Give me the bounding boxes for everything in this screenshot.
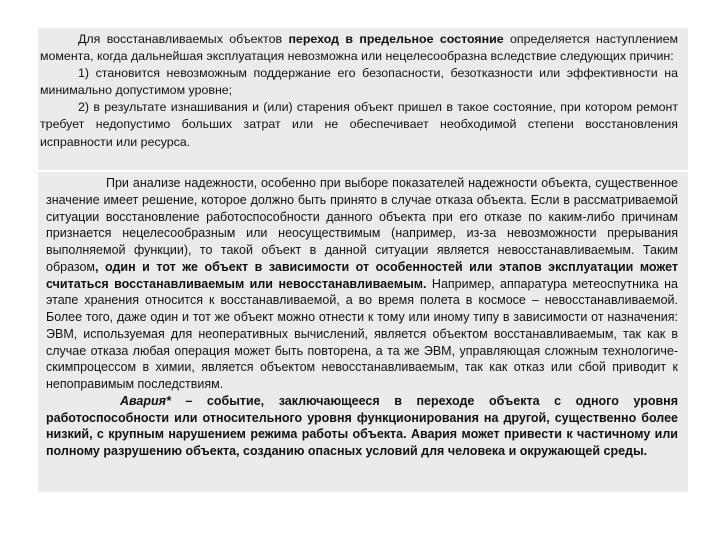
limit-state-term: переход в предельное состояние [288,32,504,46]
accident-definition [46,393,678,460]
reliability-text-start: При анализе надежности, особенно при выборе показателей надежности объекта, существенное значение имеет решение, которое должно быть принято в случае отказа объекта. Если в рассматриваемой ситуации восстановление работоспособности данного объекта при его отказе по каким-либо причинам признается нецелесообразным или неосуществимым (например, из-за невозможности прерывания выполняемой функции), то такой объект в данной ситуации является невосстанавливаемым. Таким образом [46,176,678,274]
reliability-text-block [38,172,688,492]
limit-state-intro-end: определяется наступлением момента, когда дальнейшая эксплуатация невозможна или нецелесообразна вследствие следующих причин: [40,32,678,64]
accident-term: Авария* [120,393,171,408]
reason-item-2: 2) в результате изнашивания и (или) старения объект пришел в такое состояние, при котором ремонт требует недопустимо больших затрат или не обеспечивает необходимой степени восстановления исправности или ресурса. [40,100,678,149]
limit-state-paragraph [40,31,678,65]
reliability-paragraph [46,175,678,393]
reason-item-1: 1) становится невозможным поддержание его безопасности, безотказности или эффективности на минимально допустимом уровне; [40,66,678,98]
accident-definition-text: – событие, заключающееся в переходе объекта с одного уровня работоспособности или относительного уровня функционирования на другой, существенно более низкий, с крупным нарушением режима работы объекта. Авария может привести к частичному или полному разрушению объекта, созданию опасных условий для человека и окружающей среды. [46,393,678,458]
reliability-text-end: Например, аппаратура метеоспутника на этапе хранения относится к восстанавливаемой, а во время полета в космосе – невосстанавливаемой. Более того, даже один и тот же объект можно отнести к тому или иному типу в зависимости от назначения: ЭВМ, используемая для неоперативных вычислений, является объектом восстанавливаемым, так как в случае отказа любая операция может быть повторена, а та же ЭВМ, управляющая сложным технологиче-скимпроцессом в химии, является объектом невосстанавливаемым, так как отказ или сбой приводит к непоправимым последствиям. [46,276,678,391]
reliability-emphasis: , один и тот же объект в зависимости от особенностей или этапов эксплуатации может считаться восстанавливаемым или невосстанавливаемым. [46,259,678,291]
limit-state-text-block [38,28,688,170]
accident-term-wrap [120,394,171,408]
limit-state-intro: Для восстанавливаемых объектов [78,32,289,46]
